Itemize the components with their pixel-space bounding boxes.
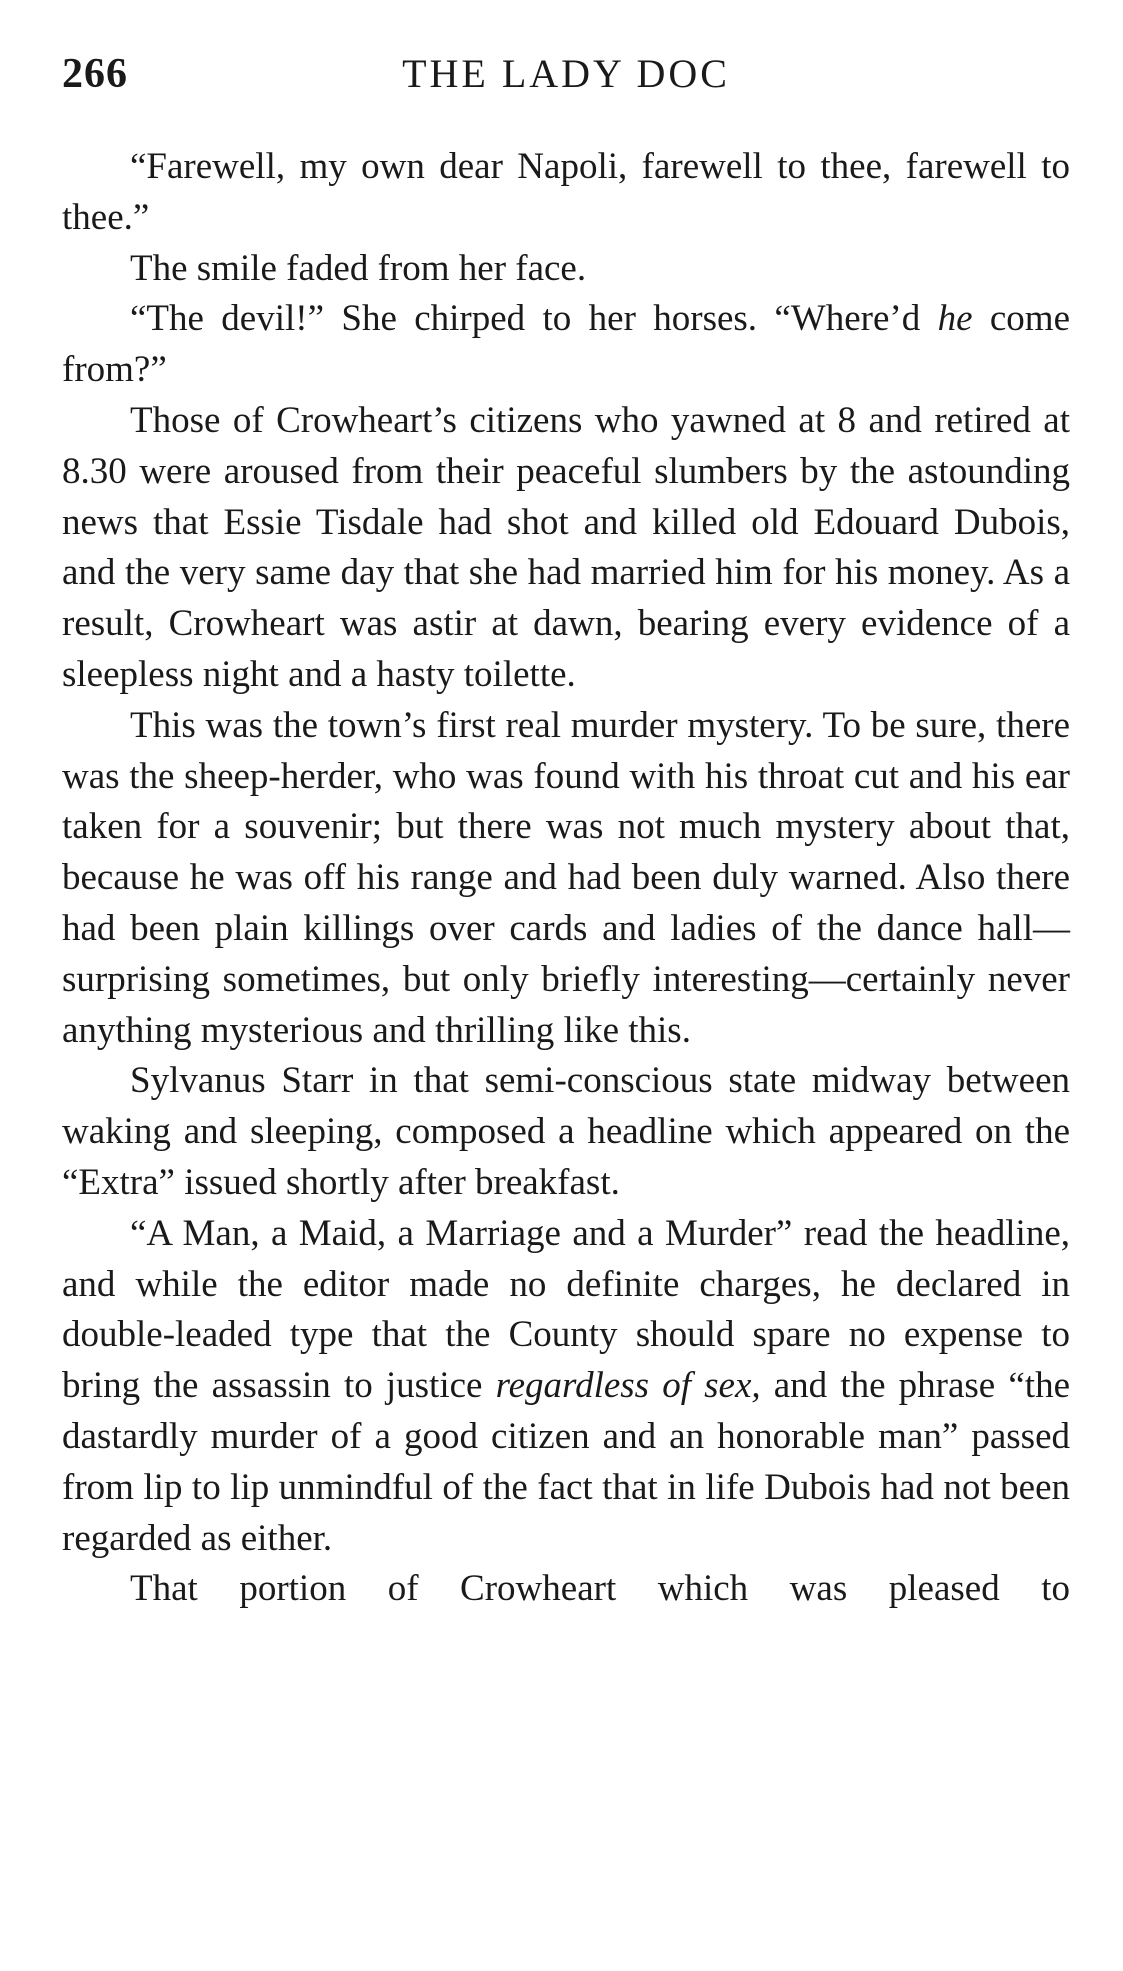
paragraph-smile-faded: The smile faded from her face. <box>130 247 587 289</box>
page-header <box>62 50 1070 110</box>
paragraph-text-before: “The devil!” She chirped to her horses. “Where’d <box>130 298 938 340</box>
paragraph-the-devil <box>62 294 1070 396</box>
running-head: THE LADY DOC <box>402 51 730 96</box>
emphasis-regardless-of-sex: regardless of sex, <box>495 1365 761 1407</box>
paragraph-text-after: come from?” <box>62 298 1071 391</box>
page-number: 266 <box>62 51 128 97</box>
paragraph-farewell-song: “Farewell, my own dear Napoli, farewell to thee, farewell to thee.” <box>62 146 1070 238</box>
paragraph-text-after: and the phrase “the dastardly murder of a good citizen and an honorable man” passed from lip to lip unmindful of the fact that in life Dubois had not been regarded as either. <box>62 1365 1070 1559</box>
emphasis-he: he <box>937 298 973 340</box>
paragraph-murder-mystery: This was the town’s first real murder mystery. To be sure, there was the sheep-herder, who was found with his throat cut and his ear taken for a souvenir; but there was not much mystery about that, because he was off his range and had been duly warned. Also there had been plain killings over cards and ladies of the dance hall—surprising sometimes, but only briefly interesting—certainly never anything mysterious and thrilling like this. <box>62 704 1070 1051</box>
paragraph-sylvanus-starr: Sylvanus Starr in that semi-conscious state midway between waking and sleeping, composed a headline which appeared on the “Extra” issued shortly after breakfast. <box>62 1060 1070 1203</box>
paragraph-continued: That portion of Crowheart which was pleased to <box>130 1568 1070 1610</box>
paragraph-headline <box>62 1209 1070 1565</box>
paragraph-crowheart-news: Those of Crowheart’s citizens who yawned at 8 and retired at 8.30 were aroused from their peaceful slumbers by the astounding news that Essie Tisdale had shot and killed old Edouard Dubois, and the very same day that she had married him for his money. As a result, Crowheart was astir at dawn, bearing every evidence of a sleepless night and a hasty toilette. <box>62 399 1070 695</box>
paragraph-text-before: “A Man, a Maid, a Marriage and a Murder” read the headline, and while the editor made no definite charges, he declared in double-leaded type that the County should spare no expense to bring the assassin to justice <box>62 1212 1070 1407</box>
body-text <box>62 142 1070 1615</box>
